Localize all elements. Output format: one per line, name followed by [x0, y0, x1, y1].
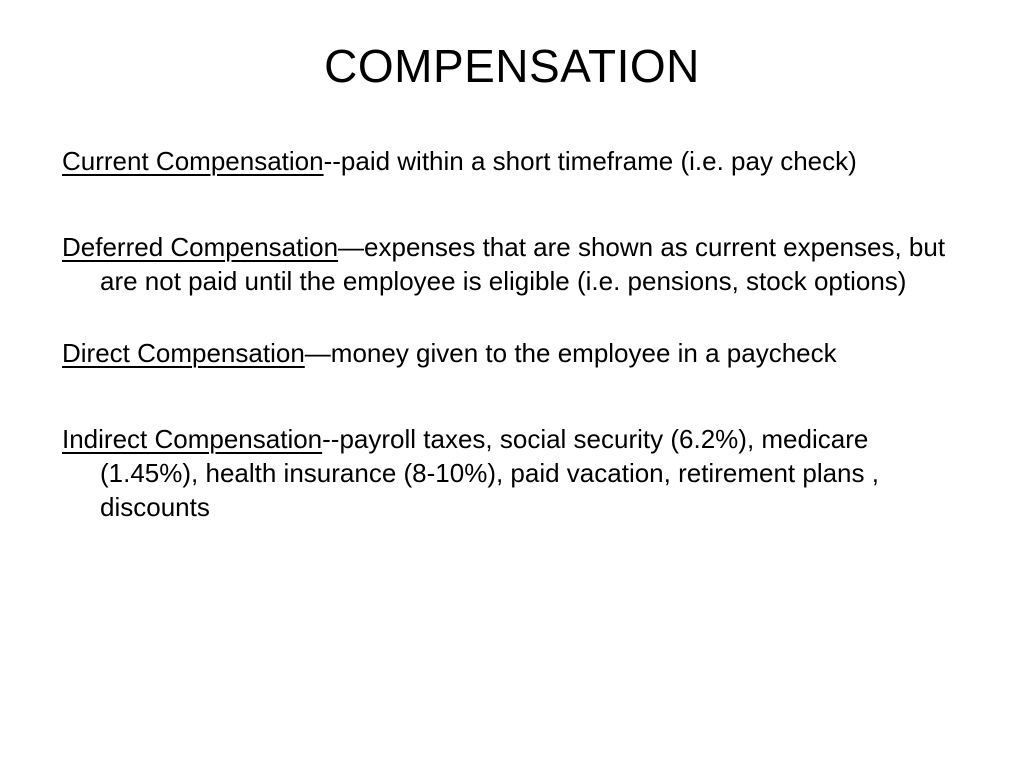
slide-body: [62, 144, 962, 524]
list-item-current-compensation: [62, 144, 962, 178]
description-direct-compensation: —money given to the employee in a paycheck: [304, 338, 837, 368]
list-item-indirect-compensation: [62, 422, 962, 524]
list-item-deferred-compensation: [62, 230, 962, 298]
description-deferred-compensation: —expenses that are shown as current expenses, but are not paid until the employee is eligible (i.e. pensions, stock options): [100, 232, 946, 296]
term-indirect-compensation: Indirect Compensation: [62, 424, 323, 454]
term-direct-compensation: Direct Compensation: [62, 338, 305, 368]
term-deferred-compensation: Deferred Compensation: [62, 232, 339, 262]
term-current-compensation: Current Compensation: [62, 146, 324, 176]
description-indirect-compensation: --payroll taxes, social security (6.2%), medicare (1.45%), health insurance (8-10%), paid vacation, retirement plans , discounts: [100, 424, 879, 522]
description-current-compensation: --paid within a short timeframe (i.e. pay check): [323, 146, 857, 176]
slide-title: COMPENSATION: [324, 40, 700, 92]
list-item-direct-compensation: [62, 336, 962, 370]
